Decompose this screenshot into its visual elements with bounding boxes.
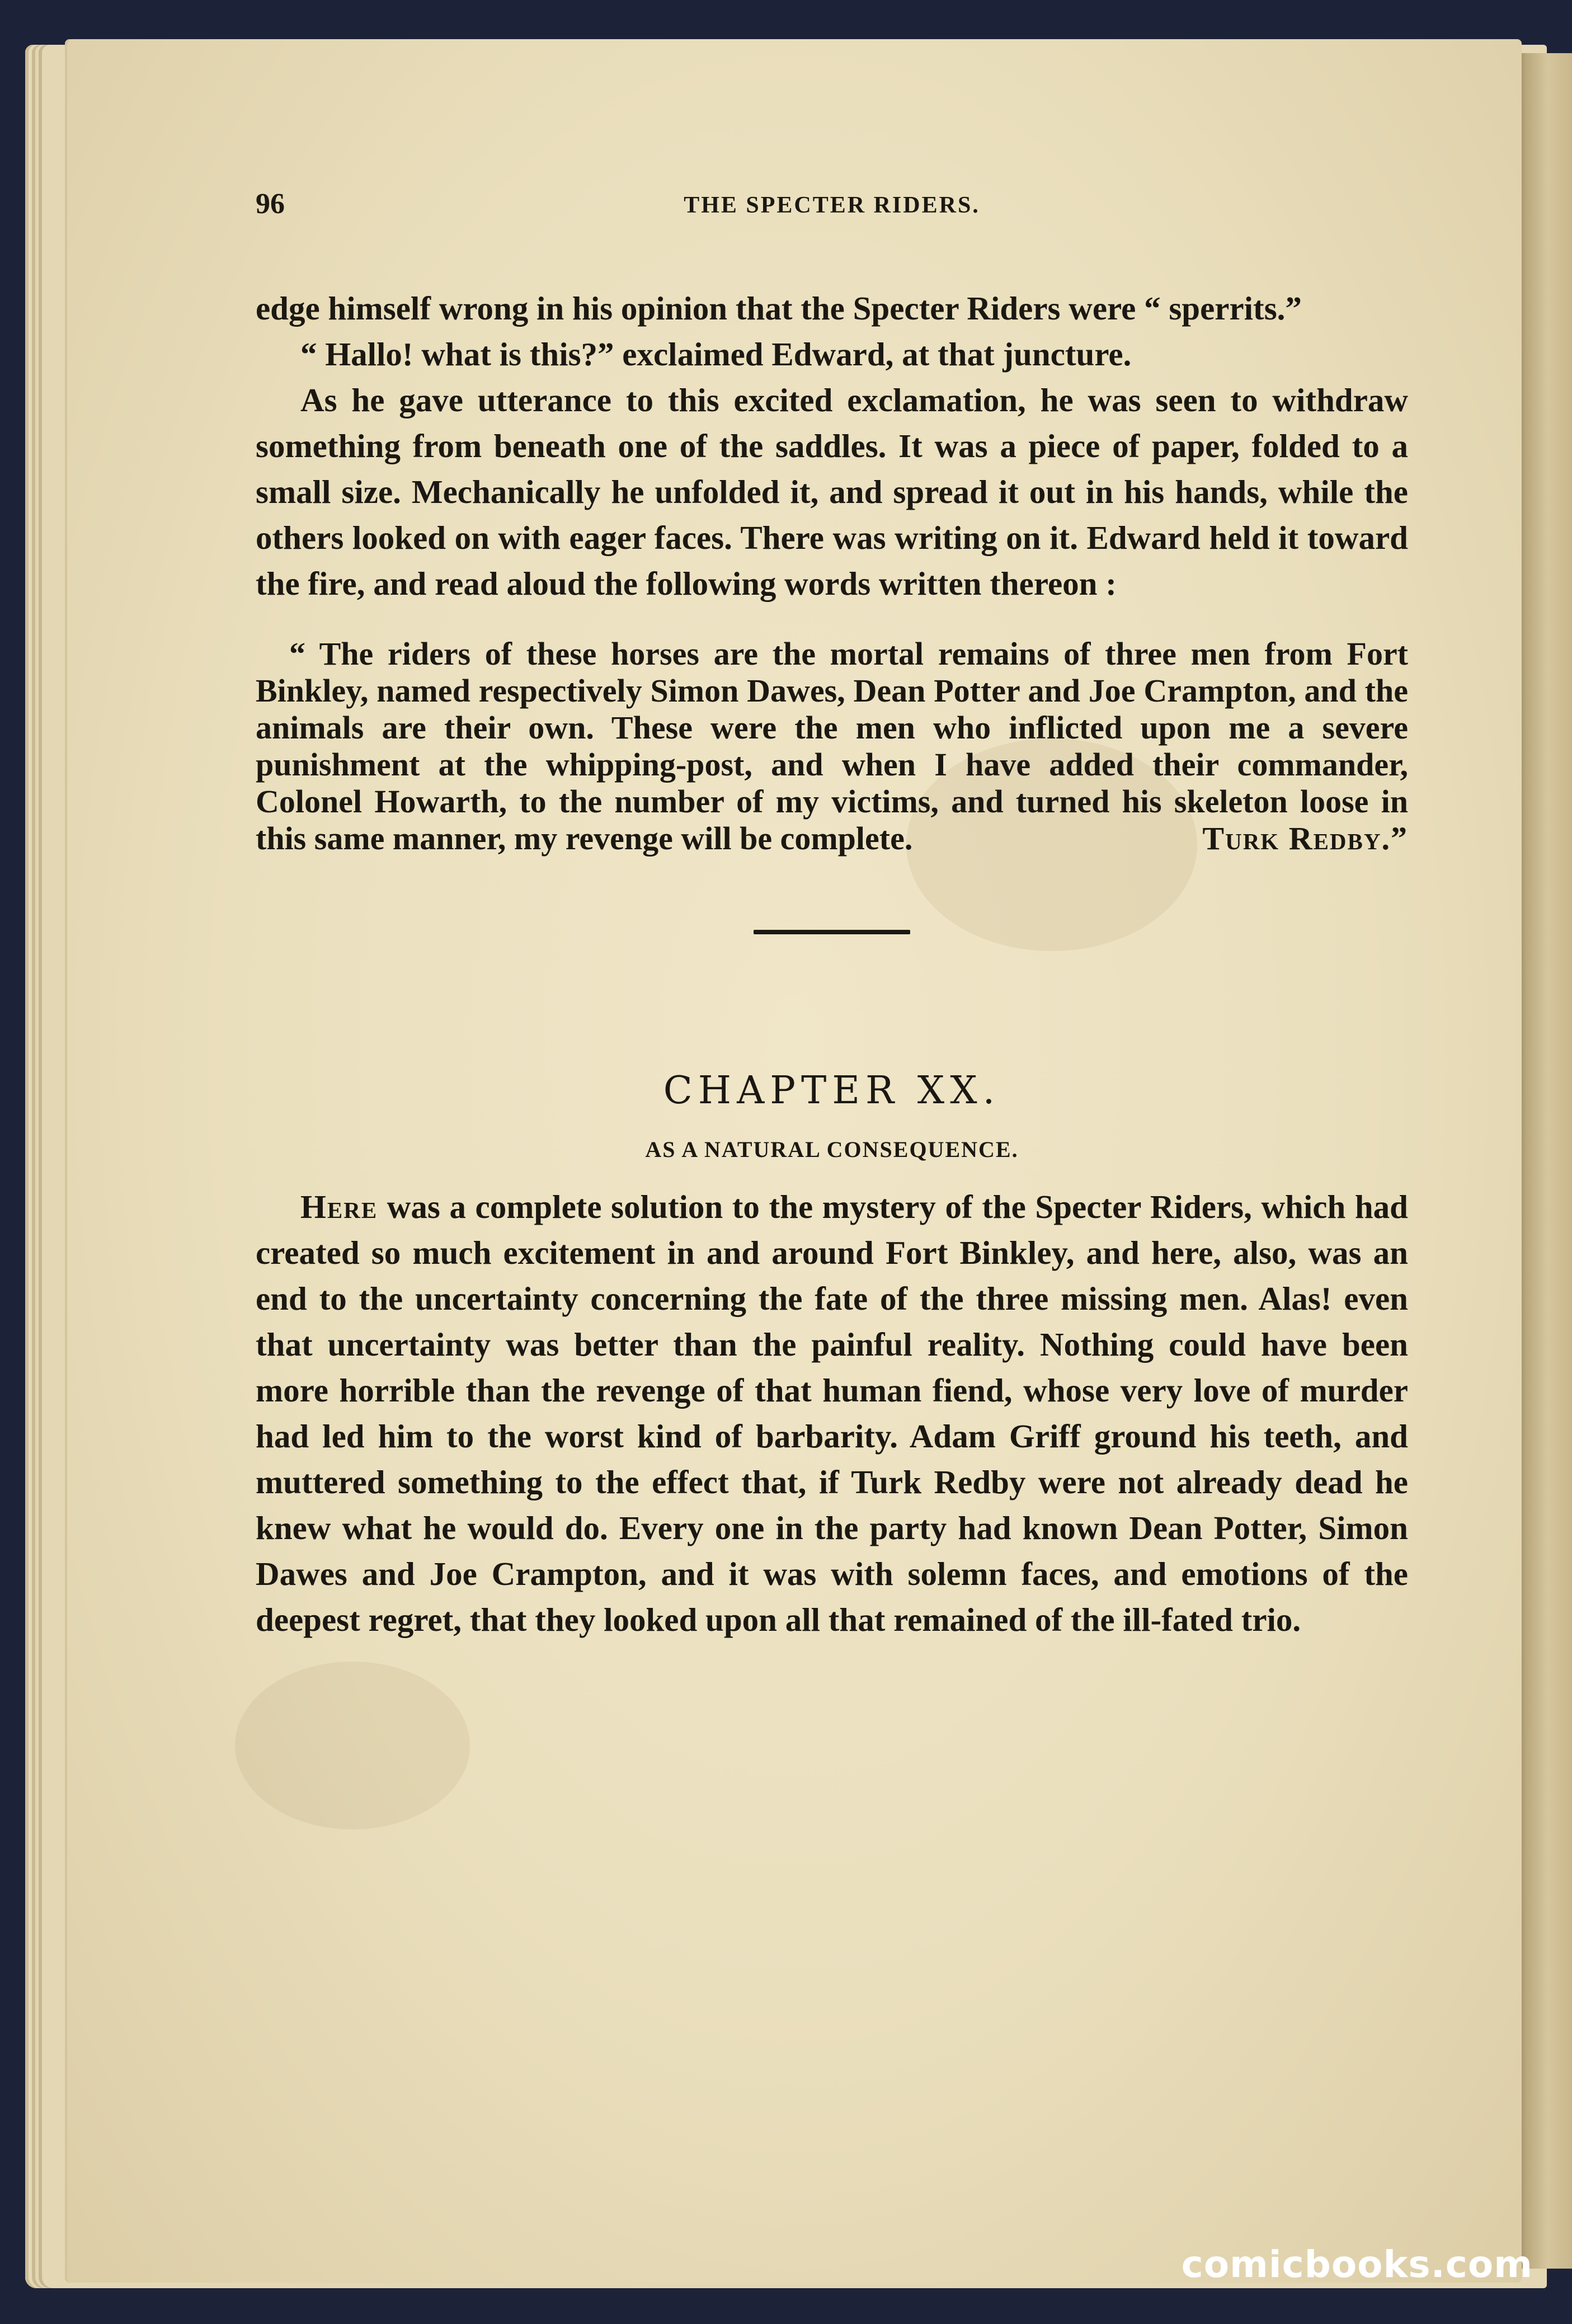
letter-body xyxy=(256,636,1408,857)
section-rule xyxy=(754,930,910,934)
paragraph-1: edge himself wrong in his opinion that the Specter Riders were “ sperrits.” xyxy=(256,290,1302,327)
letter-quote xyxy=(256,636,1408,857)
chapter-paragraph xyxy=(256,1184,1408,1643)
running-title: THE SPECTER RIDERS. xyxy=(684,192,980,218)
chapter-subtitle: AS A NATURAL CONSEQUENCE. xyxy=(645,1137,1019,1162)
body-text xyxy=(256,285,1408,1643)
running-head xyxy=(256,159,1408,221)
chapter-body-text: was a complete solution to the mystery of the Specter Riders, which had created so much excitement in and around Fort Binkley, and here, also, was an end to the uncertainty concerning the fate of the three missing men. Alas! even that uncertainty was better than the painful reality. Nothing could have been more horrible than the revenge of that human fiend, whose very love of murder had led him to the worst kind of barbarity. Adam Griff ground his teeth, and muttered something to the effect that, if Turk Redby were not already dead he knew what he would do. Every one in the party had known Dean Potter, Simon Dawes and Joe Crampton, and it was with solemn faces, and emotions of the deepest regret, that they looked upon all that remained of the ill-fated trio. xyxy=(256,1188,1408,1638)
letter-signature: Turk Redby.” xyxy=(1202,820,1408,857)
book-page xyxy=(67,39,1522,2283)
site-watermark: comicbooks.com xyxy=(1181,2243,1533,2286)
paragraph-2: “ Hallo! what is this?” exclaimed Edward, at that juncture. xyxy=(300,336,1132,373)
page-content xyxy=(256,159,1408,1638)
letter-text: “ The riders of these horses are the mortal remains of three men from Fort Binkley, named respectively Simon Dawes, Dean Potter and Joe Crampton, and the animals are their own. These were the men who inflicted upon me a severe punishment at the whipping-post, and when I have added their commander, Colonel Howarth, to the number of my victims, and turned his skeleton loose in this same manner, my revenge will be complete. xyxy=(256,636,1408,857)
page-number: 96 xyxy=(256,188,285,220)
chapter-lead-word: Here xyxy=(300,1188,378,1225)
paragraph-3: As he gave utterance to this excited exclamation, he was seen to withdraw something from beneath one of the saddles. It was a piece of paper, folded to a small size. Mechanically he unfolded it, and spread it out in his hands, while the others looked on with eager faces. There was writing on it. Edward held it toward the fire, and read aloud the following words written thereon : xyxy=(256,382,1408,602)
page-stain xyxy=(235,1662,470,1829)
chapter-title: CHAPTER XX. xyxy=(663,1069,1001,1113)
